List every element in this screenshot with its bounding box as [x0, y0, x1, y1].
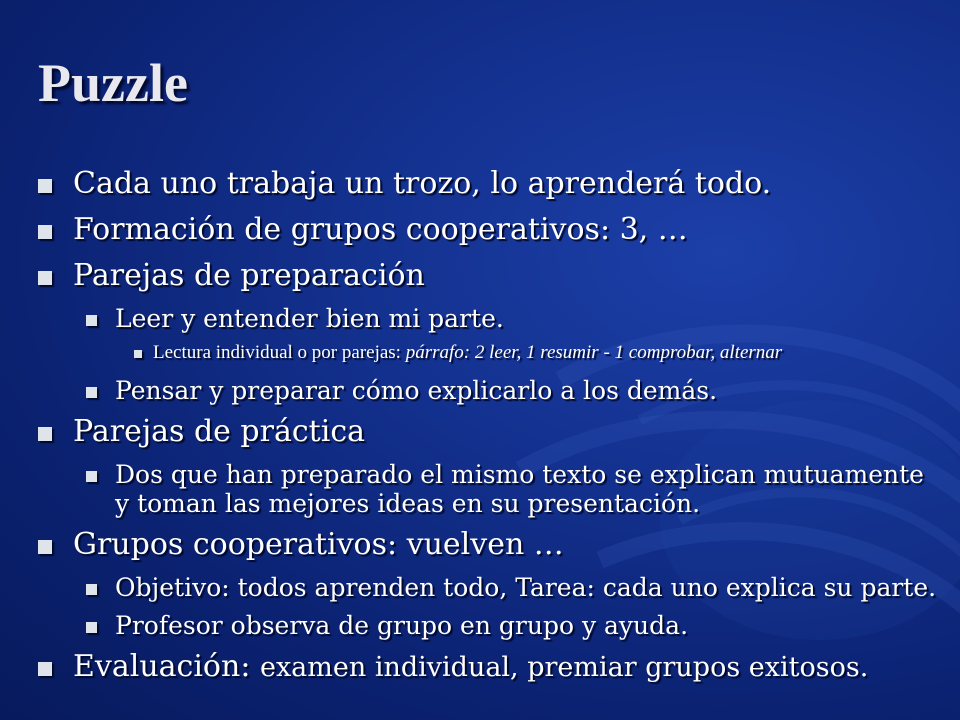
sub-list-item: [38, 304, 938, 333]
square-bullet-icon: [38, 540, 52, 554]
list-item-lead: Evaluación:: [73, 649, 260, 684]
sub-list-item-text: Leer y entender bien mi parte.: [115, 304, 504, 333]
list-item-text: [73, 649, 938, 686]
list-item-rest: examen individual, premiar grupos exitosos.: [259, 652, 869, 683]
list-item: [38, 166, 938, 202]
list-item-text: Grupos cooperativos: vuelven …: [73, 527, 564, 562]
list-item-text: Formación de grupos cooperativos: 3, …: [73, 212, 688, 247]
list-item: [38, 414, 938, 450]
sub-sub-list-item: [38, 342, 938, 364]
sub-sub-list-item-text: [153, 342, 938, 364]
sub-list-item: [38, 376, 938, 405]
square-bullet-icon: [38, 662, 52, 676]
sub-list-item: [38, 611, 938, 640]
square-bullet-icon: [86, 471, 97, 482]
square-bullet-icon: [38, 179, 52, 193]
square-bullet-icon: [38, 225, 52, 239]
list-item: [38, 258, 938, 294]
sub-list-item-text: Objetivo: todos aprenden todo, Tarea: cada uno explica su parte.: [115, 573, 937, 602]
list-item: [38, 212, 938, 248]
sub-list-item-text: Profesor observa de grupo en grupo y ayuda.: [115, 611, 689, 640]
sub-sub-list-item-emphasis: párrafo: 2 leer, 1 resumir - 1 comprobar, alternar: [405, 342, 783, 363]
list-item: [38, 649, 938, 686]
slide-title: Puzzle: [38, 53, 188, 113]
list-item-text: Cada uno trabaja un trozo, lo aprenderá todo.: [73, 166, 772, 201]
square-bullet-icon: [86, 584, 97, 595]
bullet-list: [38, 166, 938, 696]
list-item-text: Parejas de práctica: [73, 414, 366, 449]
list-item: [38, 527, 938, 563]
square-bullet-icon: [86, 315, 97, 326]
square-bullet-icon: [86, 622, 97, 633]
sub-list-item: [38, 573, 938, 602]
sub-list-item-text: Dos que han preparado el mismo texto se explican mutuamente y toman las mejores ideas en su presentación.: [115, 460, 924, 518]
square-bullet-icon: [134, 350, 142, 358]
list-item-text: Parejas de preparación: [73, 258, 425, 293]
sub-sub-list-item-lead: Lectura individual o por parejas:: [153, 342, 406, 363]
square-bullet-icon: [38, 427, 52, 441]
square-bullet-icon: [86, 387, 97, 398]
square-bullet-icon: [38, 271, 52, 285]
sub-list-item-text: Pensar y preparar cómo explicarlo a los demás.: [115, 376, 718, 405]
sub-list-item: [38, 460, 938, 518]
